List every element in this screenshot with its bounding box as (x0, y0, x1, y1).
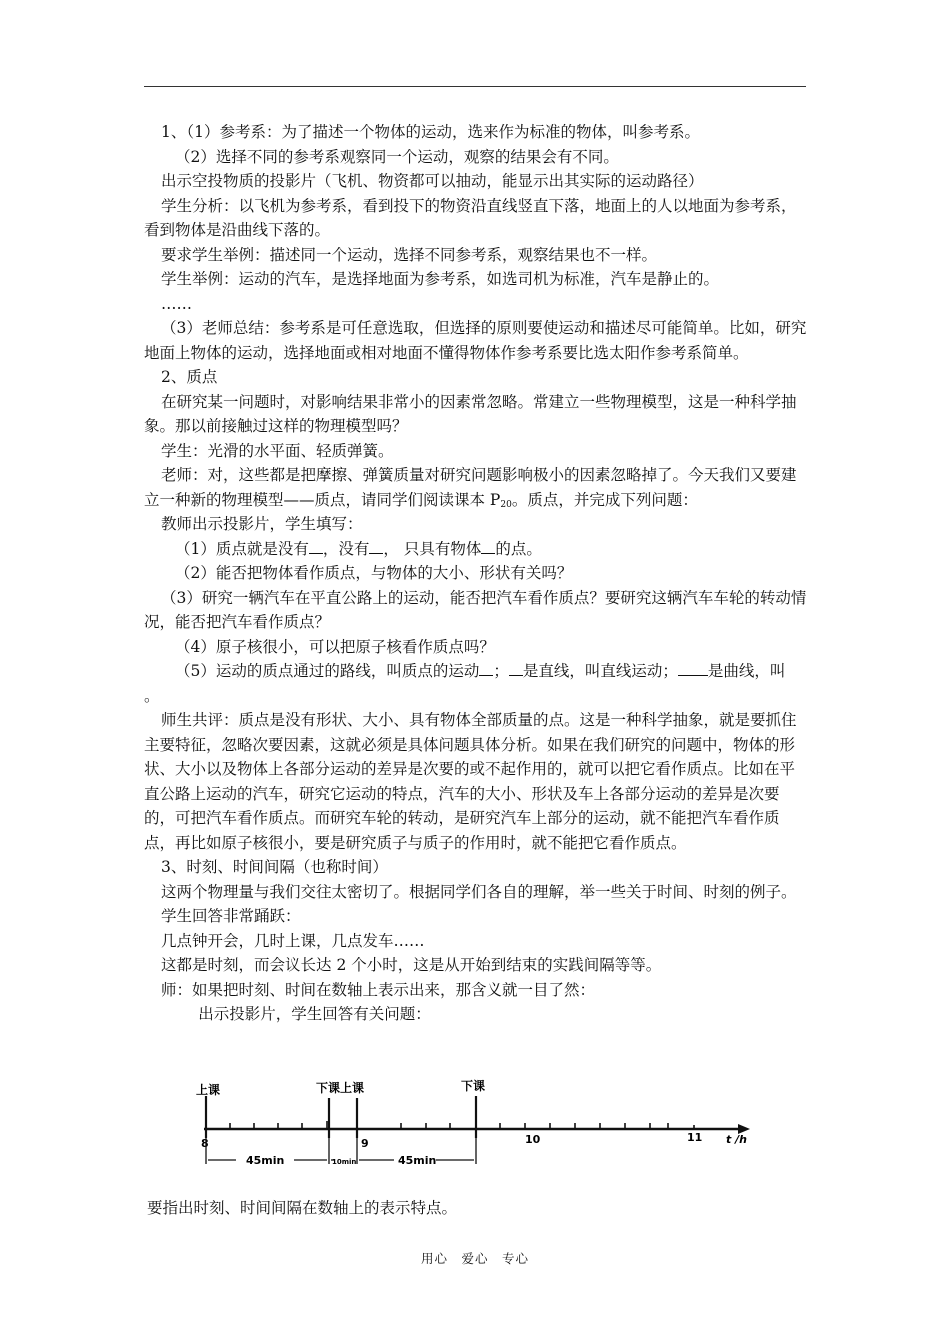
question (144, 537, 809, 562)
timeline-svg (190, 1072, 770, 1172)
text-run: 的点。 (495, 539, 542, 558)
paragraph: 在研究某一问题时，对影响结果非常小的因素常忽略。常建立一些物理模型，这是一种科学抽象。那以前接触过这样的物理模型吗？ (144, 392, 797, 435)
paragraph: 这都是时刻，而会议长达 2 个小时，这是从开始到结束的实践间隔等等。 (161, 956, 662, 974)
section-heading: 2、质点 (161, 368, 218, 386)
question: （3）研究一辆汽车在平直公路上的运动，能否把汽车看作质点？要研究这辆汽车车轮的转动情况，能否把汽车看作质点？ (144, 588, 807, 631)
label-class-end-start: 下课上课 (316, 1081, 365, 1095)
text-run: 。质点，并完成下列问题： (511, 490, 698, 509)
tick-label: 9 (361, 1137, 369, 1150)
paragraph: 学生分析：以飞机为参考系，看到投下的物资沿直线竖直下落，地面上的人以地面为参考系，看到物体是沿曲线下落的。 (144, 196, 797, 239)
paragraph: 这两个物理量与我们交往太密切了。根据同学们各自的理解，举一些关于时间、时刻的例子。 (161, 882, 797, 901)
page-subscript: 20 (500, 499, 512, 510)
interval-label: 45min (398, 1154, 437, 1167)
timeline-figure (190, 1072, 770, 1176)
question (144, 659, 809, 684)
paragraph: （2）选择不同的参考系观察同一个运动，观察的结果会有不同。 (175, 147, 619, 166)
fill-blank[interactable] (479, 675, 493, 676)
page-footer: 用心 爱心 专心 (420, 1251, 529, 1266)
text-run: 是曲线，叫 (707, 662, 786, 680)
paragraph: 1、（1）参考系：为了描述一个物体的运动，选来作为标准的物体，叫参考系。 (161, 123, 701, 141)
text-run: （5）运动的质点通过的路线，叫质点的运动 (175, 662, 480, 680)
text-run: （1）质点就是没有 (175, 539, 309, 558)
text-run: ，没有 (322, 539, 370, 558)
fill-blank[interactable] (481, 553, 495, 554)
text-run: 老师：对，这些都是把摩擦、弹簧质量对研究问题影响极小的因素忽略掉了。今天我们又要建立一种新的物理模型——质点，请同学们阅读课本 P (144, 466, 797, 509)
fill-blank[interactable] (678, 675, 708, 676)
paragraph: 学生举例：运动的汽车，是选择地面为参考系，如选司机为标准，汽车是静止的。 (161, 270, 720, 288)
paragraph: …… (161, 294, 193, 313)
text-run: ， 只具有物体 (383, 539, 482, 558)
paragraph: 学生：光滑的水平面、轻质弹簧。 (161, 441, 394, 460)
paragraph (144, 463, 809, 512)
header-rule (144, 86, 806, 87)
tick-label: 8 (201, 1137, 209, 1150)
paragraph: 要求学生举例：描述同一个运动，选择不同参考系，观察结果也不一样。 (161, 245, 658, 264)
paragraph: 出示投影片，学生回答有关问题： (198, 1005, 431, 1023)
closing-paragraph: 要指出时刻、时间间隔在数轴上的表示特点。 (147, 1199, 458, 1217)
paragraph: 学生回答非常踊跃： (161, 907, 301, 925)
question: （2）能否把物体看作质点，与物体的大小、形状有关吗？ (175, 564, 573, 582)
axis-label: t /h (726, 1133, 747, 1146)
tick-label: 11 (687, 1131, 703, 1144)
interval-label: 45min (246, 1154, 285, 1167)
paragraph: （3）老师总结：参考系是可任意选取，但选择的原则要使运动和描述尽可能简单。比如，研究地面上物体的运动，选择地面或相对地面不懂得物体作参考系要比选太阳作参考系简单。 (144, 319, 807, 362)
fill-blank[interactable] (309, 553, 323, 554)
text-run: 是直线，叫直线运动； (522, 662, 678, 680)
question: （4）原子核很小，可以把原子核看作质点吗？ (175, 637, 495, 656)
paragraph: 教师出示投影片，学生填写： (161, 515, 363, 533)
paragraph: 师：如果把时刻、时间在数轴上表示出来，那含义就一目了然： (161, 980, 596, 999)
paragraph: 。 (144, 686, 160, 705)
fill-blank[interactable] (509, 675, 523, 676)
document-body (144, 120, 809, 1027)
text-run: ； (493, 662, 509, 680)
paragraph: 几点钟开会，几时上课，几点发车…… (161, 931, 425, 950)
fill-blank[interactable] (369, 553, 383, 554)
label-class-start: 上课 (196, 1083, 221, 1097)
paragraph: 出示空投物质的投影片（飞机、物资都可以抽动，能显示出其实际的运动路径） (161, 172, 704, 190)
section-heading: 3、时刻、时间间隔（也称时间） (161, 858, 388, 876)
paragraph: 师生共评：质点是没有形状、大小、具有物体全部质量的点。这是一种科学抽象，就是要抓住主要特征，忽略次要因素，这就必须是具体问题具体分析。如果在我们研究的问题中，物体的形状、大小以及物体上各部分运动的差异是次要的或不起作用的，就可以把它看作质点。比如在平直公路上运动的汽车，研究它运动的特点，汽车的大小、形状及车上各部分运动的差异是次要的，可把汽车看作质点。而研究车轮的转动，是研究汽车上部分的运动，就不能把汽车看作质点，再比如原子核很小，要是研究质子与质子的作用时，就不能把它看作质点。 (144, 711, 797, 852)
label-class-end: 下课 (461, 1079, 486, 1093)
interval-label: 10min (332, 1158, 357, 1166)
tick-label: 10 (525, 1133, 541, 1146)
